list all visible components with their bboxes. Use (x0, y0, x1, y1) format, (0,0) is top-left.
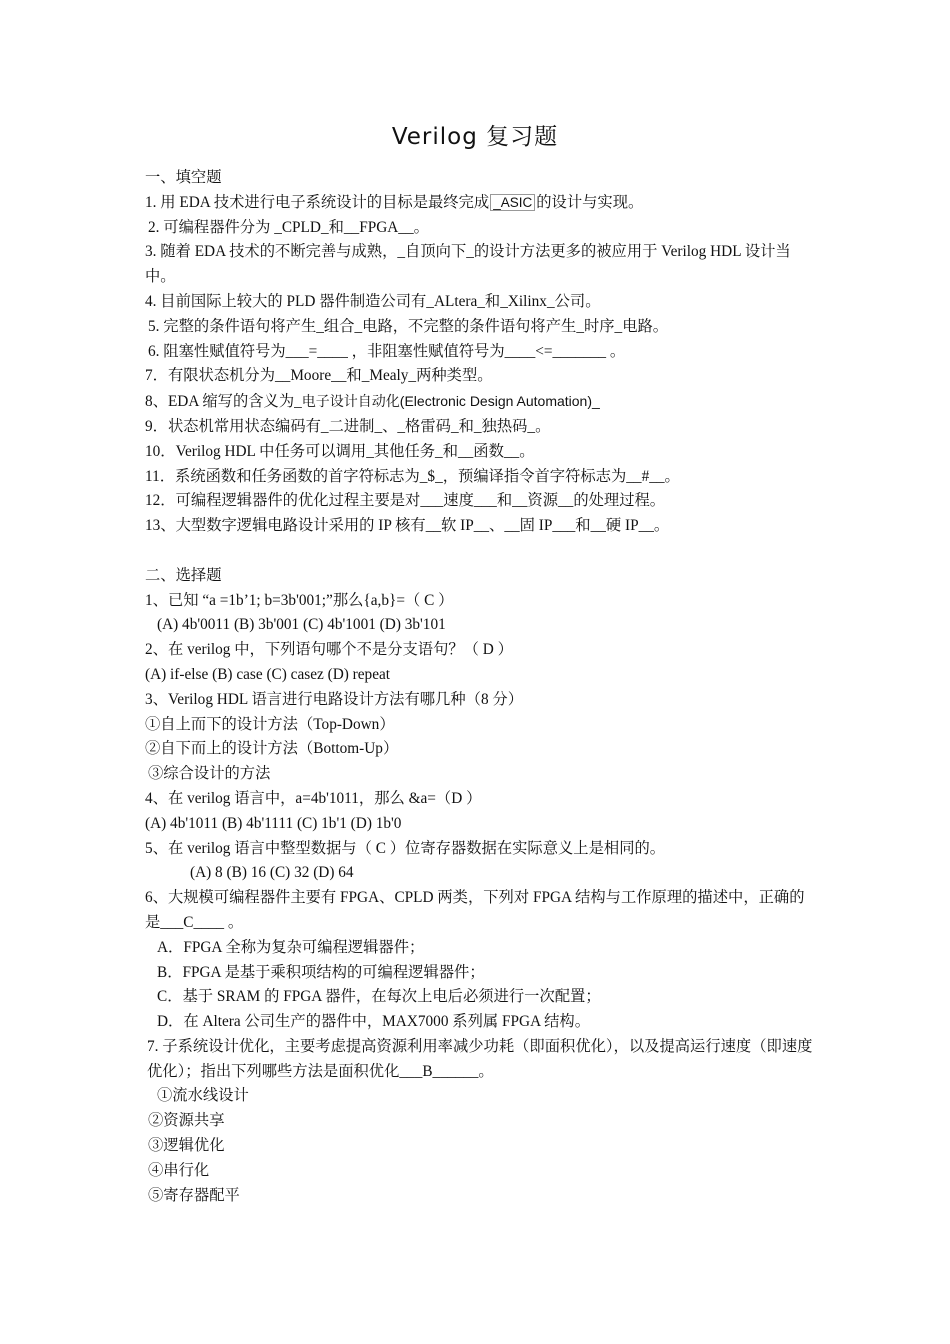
choice-question-3-item-1: ①自上而下的设计方法（Top-Down） (145, 715, 395, 733)
section-heading-choice: 二、选择题 (145, 566, 222, 584)
choice-question-5: 5、在 verilog 语言中整型数据与（ C ）位寄存器数据在实际意义上是相同的。 (145, 839, 666, 857)
choice-question-1: 1、已知 “a =1b’1; b=3b'001;”那么{a,b}=（ C ） (145, 591, 454, 609)
choice-question-6-option-a: A．FPGA 全称为复杂可编程逻辑器件； (157, 938, 425, 956)
choice-question-3: 3、Verilog HDL 语言进行电路设计方法有哪几种（8 分） (145, 690, 524, 708)
fill-question-13: 13、大型数字逻辑电路设计采用的 IP 核有__软 IP__、__固 IP___和__硬 IP__。 (145, 517, 670, 535)
fill-question-2: 2. 可编程器件分为 _CPLD_和__FPGA__。 (148, 218, 429, 236)
q1-text-pre: 1. 用 EDA 技术进行电子系统设计的目标是最终完成 (145, 193, 490, 211)
fill-question-8 (145, 389, 815, 415)
q1-text-post: 的设计与实现。 (536, 193, 644, 211)
choice-question-2-options: (A) if-else (B) case (C) casez (D) repeat (145, 665, 391, 683)
asic-answer-box: _ASIC (490, 194, 535, 211)
choice-question-6: 6、大规模可编程器件主要有 FPGA、CPLD 两类，下列对 FPGA 结构与工作原理的描述中，正确的是___C____ 。 (145, 889, 805, 931)
fill-question-1 (145, 191, 815, 216)
choice-question-4-options: (A) 4b'1011 (B) 4b'1111 (C) 1b'1 (D) 1b'0 (145, 814, 402, 832)
section-heading-fill-blank: 一、填空题 (145, 169, 222, 186)
q8-answer: 电子设计自动化(Electronic Design Automation)_ (301, 393, 600, 410)
fill-question-4: 4. 目前国际上较大的 PLD 器件制造公司有_ALtera_和_Xilinx_公司。 (145, 292, 601, 310)
choice-question-7-item-1: ①流水线设计 (157, 1087, 249, 1105)
choice-question-6-option-b: B．FPGA 是基于乘积项结构的可编程逻辑器件； (157, 963, 485, 981)
fill-question-12: 12．可编程逻辑器件的优化过程主要是对___速度___和__资源__的处理过程。 (145, 492, 666, 510)
choice-question-1-options: (A) 4b'0011 (B) 3b'001 (C) 4b'1001 (D) 3b'101 (157, 616, 446, 634)
choice-question-4: 4、在 verilog 语言中，a=4b'1011，那么 &a=（D ） (145, 789, 482, 807)
spacer (145, 539, 815, 564)
fill-question-11: 11．系统函数和任务函数的首字符标志为_$_，预编译指令首字符标志为__#__。 (145, 467, 680, 485)
choice-question-7-item-3: ③逻辑优化 (148, 1137, 225, 1155)
choice-question-3-item-3: ③综合设计的方法 (148, 765, 271, 783)
document-body (145, 166, 815, 1208)
choice-question-6-option-d: D．在 Altera 公司生产的器件中，MAX7000 系列属 FPGA 结构。 (157, 1013, 590, 1031)
fill-question-9: 9．状态机常用状态编码有_二进制_、_格雷码_和_独热码_。 (145, 417, 551, 435)
choice-question-2: 2、在 verilog 中，下列语句哪个不是分支语句？（ D ） (145, 641, 513, 659)
choice-question-3-item-2: ②自下而上的设计方法（Bottom-Up） (145, 740, 399, 758)
page-title: Verilog 复习题 (391, 124, 559, 150)
fill-question-6: 6. 阻塞性赋值符号为___=____ ，非阻塞性赋值符号为____<=_______ 。 (148, 342, 626, 360)
fill-question-7: 7．有限状态机分为__Moore__和_Mealy_两种类型。 (145, 367, 493, 385)
choice-question-5-options: (A) 8 (B) 16 (C) 32 (D) 64 (190, 864, 354, 882)
fill-question-5: 5. 完整的条件语句将产生_组合_电路，不完整的条件语句将产生_时序_电路。 (148, 317, 669, 335)
fill-question-3: 3. 随着 EDA 技术的不断完善与成熟，_自顶向下_的设计方法更多的被应用于 Verilog HDL 设计当中。 (145, 243, 791, 286)
choice-question-7-item-2: ②资源共享 (148, 1112, 225, 1130)
choice-question-7-item-5: ⑤寄存器配平 (148, 1186, 240, 1204)
choice-question-6-option-c: C．基于 SRAM 的 FPGA 器件，在每次上电后必须进行一次配置； (157, 988, 601, 1006)
choice-question-7: 7. 子系统设计优化，主要考虑提高资源利用率减少功耗（即面积优化），以及提高运行速度（即速度优化）；指出下列哪些方法是面积优化___B______。 (147, 1037, 813, 1080)
q8-text-pre: 8、EDA 缩写的含义为_ (145, 393, 302, 411)
fill-question-10: 10．Verilog HDL 中任务可以调用_其他任务_和__函数__。 (145, 442, 535, 460)
choice-question-7-item-4: ④串行化 (148, 1161, 210, 1179)
